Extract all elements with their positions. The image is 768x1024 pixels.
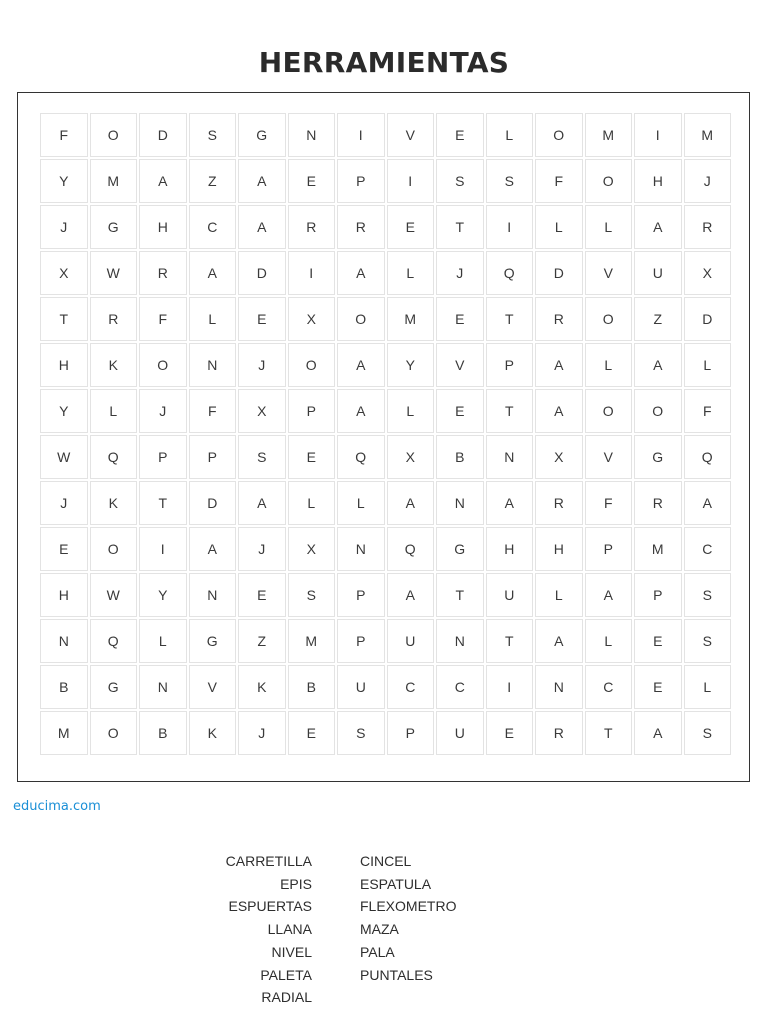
- grid-cell[interactable]: Y: [387, 343, 435, 387]
- grid-cell[interactable]: T: [486, 619, 534, 663]
- grid-cell[interactable]: G: [436, 527, 484, 571]
- grid-cell[interactable]: I: [337, 113, 385, 157]
- grid-cell[interactable]: M: [387, 297, 435, 341]
- grid-cell[interactable]: S: [684, 573, 732, 617]
- word-list-left: [180, 850, 312, 1009]
- grid-cell[interactable]: N: [40, 619, 88, 663]
- grid-cell[interactable]: U: [387, 619, 435, 663]
- grid-cell[interactable]: L: [486, 113, 534, 157]
- grid-cell[interactable]: O: [634, 389, 682, 433]
- grid-cell[interactable]: H: [535, 527, 583, 571]
- grid-cell[interactable]: M: [40, 711, 88, 755]
- grid-cell[interactable]: M: [90, 159, 138, 203]
- grid-cell[interactable]: S: [238, 435, 286, 479]
- grid-cell[interactable]: J: [436, 251, 484, 295]
- grid-cell[interactable]: X: [387, 435, 435, 479]
- grid-cell[interactable]: V: [585, 435, 633, 479]
- grid-cell[interactable]: Z: [189, 159, 237, 203]
- word-list-item: ESPATULA: [360, 875, 432, 892]
- grid-cell[interactable]: P: [387, 711, 435, 755]
- grid-cell[interactable]: H: [486, 527, 534, 571]
- grid-cell[interactable]: A: [634, 711, 682, 755]
- grid-cell[interactable]: R: [535, 297, 583, 341]
- grid-cell[interactable]: E: [436, 297, 484, 341]
- grid-cell[interactable]: L: [535, 205, 583, 249]
- grid-cell[interactable]: V: [585, 251, 633, 295]
- grid-cell[interactable]: R: [684, 205, 732, 249]
- grid-cell[interactable]: D: [535, 251, 583, 295]
- grid-cell[interactable]: B: [288, 665, 336, 709]
- grid-cell[interactable]: G: [189, 619, 237, 663]
- grid-cell[interactable]: U: [634, 251, 682, 295]
- grid-cell[interactable]: L: [90, 389, 138, 433]
- puzzle-title: HERRAMIENTAS: [258, 46, 510, 79]
- grid-cell[interactable]: T: [486, 297, 534, 341]
- word-search-board: [17, 92, 750, 782]
- grid-cell[interactable]: P: [337, 619, 385, 663]
- grid-cell[interactable]: D: [238, 251, 286, 295]
- grid-cell[interactable]: E: [436, 113, 484, 157]
- grid-cell[interactable]: X: [288, 527, 336, 571]
- grid-cell[interactable]: O: [535, 113, 583, 157]
- grid-cell[interactable]: S: [189, 113, 237, 157]
- grid-cell[interactable]: B: [436, 435, 484, 479]
- grid-cell[interactable]: P: [337, 573, 385, 617]
- grid-cell[interactable]: X: [238, 389, 286, 433]
- grid-cell[interactable]: W: [40, 435, 88, 479]
- grid-cell[interactable]: A: [535, 619, 583, 663]
- grid-cell[interactable]: E: [387, 205, 435, 249]
- grid-cell[interactable]: A: [486, 481, 534, 525]
- grid-cell[interactable]: K: [90, 343, 138, 387]
- grid-cell[interactable]: L: [585, 343, 633, 387]
- grid-cell[interactable]: R: [139, 251, 187, 295]
- grid-cell[interactable]: I: [387, 159, 435, 203]
- source-link[interactable]: educima.com: [13, 799, 101, 814]
- grid-cell[interactable]: L: [387, 389, 435, 433]
- grid-cell[interactable]: E: [436, 389, 484, 433]
- grid-cell[interactable]: F: [139, 297, 187, 341]
- grid-cell[interactable]: L: [585, 619, 633, 663]
- grid-cell[interactable]: O: [585, 297, 633, 341]
- grid-cell[interactable]: O: [585, 389, 633, 433]
- grid-cell[interactable]: C: [684, 527, 732, 571]
- grid-cell[interactable]: C: [436, 665, 484, 709]
- grid-cell[interactable]: V: [189, 665, 237, 709]
- grid-cell[interactable]: N: [189, 343, 237, 387]
- grid-cell[interactable]: M: [684, 113, 732, 157]
- grid-cell[interactable]: A: [387, 481, 435, 525]
- grid-cell[interactable]: W: [90, 251, 138, 295]
- grid-cell[interactable]: S: [288, 573, 336, 617]
- grid-cell[interactable]: C: [585, 665, 633, 709]
- word-list-item: FLEXOMETRO: [360, 898, 457, 915]
- grid-cell[interactable]: V: [436, 343, 484, 387]
- grid-cell[interactable]: G: [90, 665, 138, 709]
- grid-cell[interactable]: O: [337, 297, 385, 341]
- word-list-item: CINCEL: [360, 853, 412, 869]
- word-list-item: LLANA: [267, 921, 312, 938]
- grid-cell[interactable]: Q: [90, 619, 138, 663]
- word-list-item: ESPUERTAS: [228, 898, 312, 915]
- grid-cell[interactable]: O: [90, 711, 138, 755]
- grid-cell[interactable]: Q: [90, 435, 138, 479]
- grid-cell[interactable]: P: [288, 389, 336, 433]
- grid-cell[interactable]: J: [238, 343, 286, 387]
- grid-cell[interactable]: E: [288, 435, 336, 479]
- grid-cell[interactable]: O: [139, 343, 187, 387]
- grid-cell[interactable]: F: [189, 389, 237, 433]
- grid-cell[interactable]: Y: [40, 159, 88, 203]
- word-list-item: RADIAL: [261, 989, 312, 1006]
- grid-cell[interactable]: O: [585, 159, 633, 203]
- grid-cell[interactable]: P: [585, 527, 633, 571]
- grid-cell[interactable]: E: [40, 527, 88, 571]
- word-list-item: MAZA: [360, 921, 399, 938]
- grid-cell[interactable]: R: [337, 205, 385, 249]
- grid-cell[interactable]: F: [535, 159, 583, 203]
- grid-cell[interactable]: N: [535, 665, 583, 709]
- grid-cell[interactable]: K: [238, 665, 286, 709]
- grid-cell[interactable]: A: [337, 343, 385, 387]
- grid-cell[interactable]: P: [189, 435, 237, 479]
- grid-cell[interactable]: H: [40, 573, 88, 617]
- grid-cell[interactable]: R: [288, 205, 336, 249]
- grid-cell[interactable]: U: [337, 665, 385, 709]
- grid-cell[interactable]: T: [436, 573, 484, 617]
- grid-cell[interactable]: T: [436, 205, 484, 249]
- grid-cell[interactable]: A: [634, 205, 682, 249]
- grid-cell[interactable]: P: [139, 435, 187, 479]
- grid-cell[interactable]: N: [189, 573, 237, 617]
- grid-cell[interactable]: A: [337, 389, 385, 433]
- grid-cell[interactable]: I: [486, 665, 534, 709]
- grid-cell[interactable]: Y: [40, 389, 88, 433]
- grid-cell[interactable]: X: [535, 435, 583, 479]
- grid-cell[interactable]: S: [684, 711, 732, 755]
- grid-cell[interactable]: R: [90, 297, 138, 341]
- grid-cell[interactable]: K: [189, 711, 237, 755]
- grid-cell[interactable]: E: [238, 297, 286, 341]
- grid-cell[interactable]: E: [634, 619, 682, 663]
- grid-cell[interactable]: H: [40, 343, 88, 387]
- grid-cell[interactable]: A: [535, 343, 583, 387]
- grid-cell[interactable]: H: [634, 159, 682, 203]
- grid-cell[interactable]: L: [337, 481, 385, 525]
- grid-cell[interactable]: F: [40, 113, 88, 157]
- grid-cell[interactable]: I: [288, 251, 336, 295]
- grid-cell[interactable]: E: [634, 665, 682, 709]
- grid-cell[interactable]: C: [387, 665, 435, 709]
- grid-cell[interactable]: A: [238, 159, 286, 203]
- grid-cell[interactable]: S: [337, 711, 385, 755]
- grid-cell[interactable]: A: [634, 343, 682, 387]
- grid-cell[interactable]: N: [337, 527, 385, 571]
- grid-cell[interactable]: Q: [486, 251, 534, 295]
- grid-cell[interactable]: P: [486, 343, 534, 387]
- grid-cell[interactable]: L: [189, 297, 237, 341]
- grid-cell[interactable]: J: [238, 711, 286, 755]
- word-list-right: [360, 850, 520, 986]
- grid-cell[interactable]: A: [189, 251, 237, 295]
- word-list-item: PALETA: [260, 966, 312, 983]
- grid-cell[interactable]: Z: [238, 619, 286, 663]
- grid-cell[interactable]: J: [40, 205, 88, 249]
- grid-cell[interactable]: D: [189, 481, 237, 525]
- grid-cell[interactable]: O: [288, 343, 336, 387]
- grid-cell[interactable]: K: [90, 481, 138, 525]
- grid-cell[interactable]: R: [634, 481, 682, 525]
- grid-cell[interactable]: M: [288, 619, 336, 663]
- grid-cell[interactable]: L: [684, 665, 732, 709]
- grid-cell[interactable]: P: [337, 159, 385, 203]
- grid-cell[interactable]: I: [634, 113, 682, 157]
- grid-cell[interactable]: X: [288, 297, 336, 341]
- word-list-item: EPIS: [280, 875, 312, 892]
- grid-cell[interactable]: N: [436, 481, 484, 525]
- grid-cell[interactable]: N: [288, 113, 336, 157]
- grid-cell[interactable]: E: [288, 711, 336, 755]
- grid-cell[interactable]: T: [486, 389, 534, 433]
- grid-cell[interactable]: N: [436, 619, 484, 663]
- grid-cell[interactable]: R: [535, 711, 583, 755]
- grid-cell[interactable]: Y: [139, 573, 187, 617]
- grid-cell[interactable]: N: [486, 435, 534, 479]
- grid-cell[interactable]: M: [634, 527, 682, 571]
- grid-cell[interactable]: J: [684, 159, 732, 203]
- word-list-item: PUNTALES: [360, 966, 433, 983]
- grid-cell[interactable]: G: [238, 113, 286, 157]
- grid-cell[interactable]: T: [585, 711, 633, 755]
- grid-cell[interactable]: T: [139, 481, 187, 525]
- grid-cell[interactable]: I: [486, 205, 534, 249]
- grid-cell[interactable]: D: [684, 297, 732, 341]
- grid-cell[interactable]: A: [337, 251, 385, 295]
- grid-cell[interactable]: Q: [337, 435, 385, 479]
- grid-cell[interactable]: A: [684, 481, 732, 525]
- letter-grid: [39, 112, 732, 756]
- grid-cell[interactable]: E: [486, 711, 534, 755]
- grid-cell[interactable]: O: [90, 113, 138, 157]
- word-list-item: CARRETILLA: [225, 853, 312, 869]
- grid-cell[interactable]: J: [40, 481, 88, 525]
- grid-cell[interactable]: Q: [387, 527, 435, 571]
- grid-cell[interactable]: A: [238, 481, 286, 525]
- grid-cell[interactable]: L: [387, 251, 435, 295]
- grid-cell[interactable]: D: [139, 113, 187, 157]
- grid-cell[interactable]: E: [288, 159, 336, 203]
- grid-cell[interactable]: E: [238, 573, 286, 617]
- grid-cell[interactable]: B: [40, 665, 88, 709]
- grid-cell[interactable]: O: [90, 527, 138, 571]
- grid-cell[interactable]: W: [90, 573, 138, 617]
- grid-cell[interactable]: J: [139, 389, 187, 433]
- grid-cell[interactable]: X: [684, 251, 732, 295]
- grid-cell[interactable]: R: [535, 481, 583, 525]
- grid-cell[interactable]: B: [139, 711, 187, 755]
- grid-cell[interactable]: G: [90, 205, 138, 249]
- grid-cell[interactable]: J: [238, 527, 286, 571]
- word-list-item: NIVEL: [271, 943, 312, 960]
- word-list-item: PALA: [360, 943, 395, 960]
- grid-cell[interactable]: L: [139, 619, 187, 663]
- grid-cell[interactable]: S: [486, 159, 534, 203]
- grid-cell[interactable]: L: [585, 205, 633, 249]
- grid-cell[interactable]: V: [387, 113, 435, 157]
- grid-cell[interactable]: C: [189, 205, 237, 249]
- grid-cell[interactable]: Z: [634, 297, 682, 341]
- grid-cell[interactable]: A: [387, 573, 435, 617]
- grid-cell[interactable]: G: [634, 435, 682, 479]
- grid-cell[interactable]: A: [585, 573, 633, 617]
- grid-cell[interactable]: A: [238, 205, 286, 249]
- grid-cell[interactable]: M: [585, 113, 633, 157]
- grid-cell[interactable]: I: [139, 527, 187, 571]
- grid-cell[interactable]: T: [40, 297, 88, 341]
- grid-cell[interactable]: S: [436, 159, 484, 203]
- grid-cell[interactable]: H: [139, 205, 187, 249]
- grid-cell[interactable]: L: [535, 573, 583, 617]
- grid-cell[interactable]: L: [288, 481, 336, 525]
- grid-cell[interactable]: F: [585, 481, 633, 525]
- grid-cell[interactable]: N: [139, 665, 187, 709]
- grid-cell[interactable]: Q: [684, 435, 732, 479]
- grid-cell[interactable]: L: [684, 343, 732, 387]
- grid-cell[interactable]: P: [634, 573, 682, 617]
- grid-cell[interactable]: A: [535, 389, 583, 433]
- grid-cell[interactable]: U: [436, 711, 484, 755]
- grid-cell[interactable]: S: [684, 619, 732, 663]
- grid-cell[interactable]: A: [189, 527, 237, 571]
- grid-cell[interactable]: X: [40, 251, 88, 295]
- grid-cell[interactable]: F: [684, 389, 732, 433]
- grid-cell[interactable]: A: [139, 159, 187, 203]
- grid-cell[interactable]: U: [486, 573, 534, 617]
